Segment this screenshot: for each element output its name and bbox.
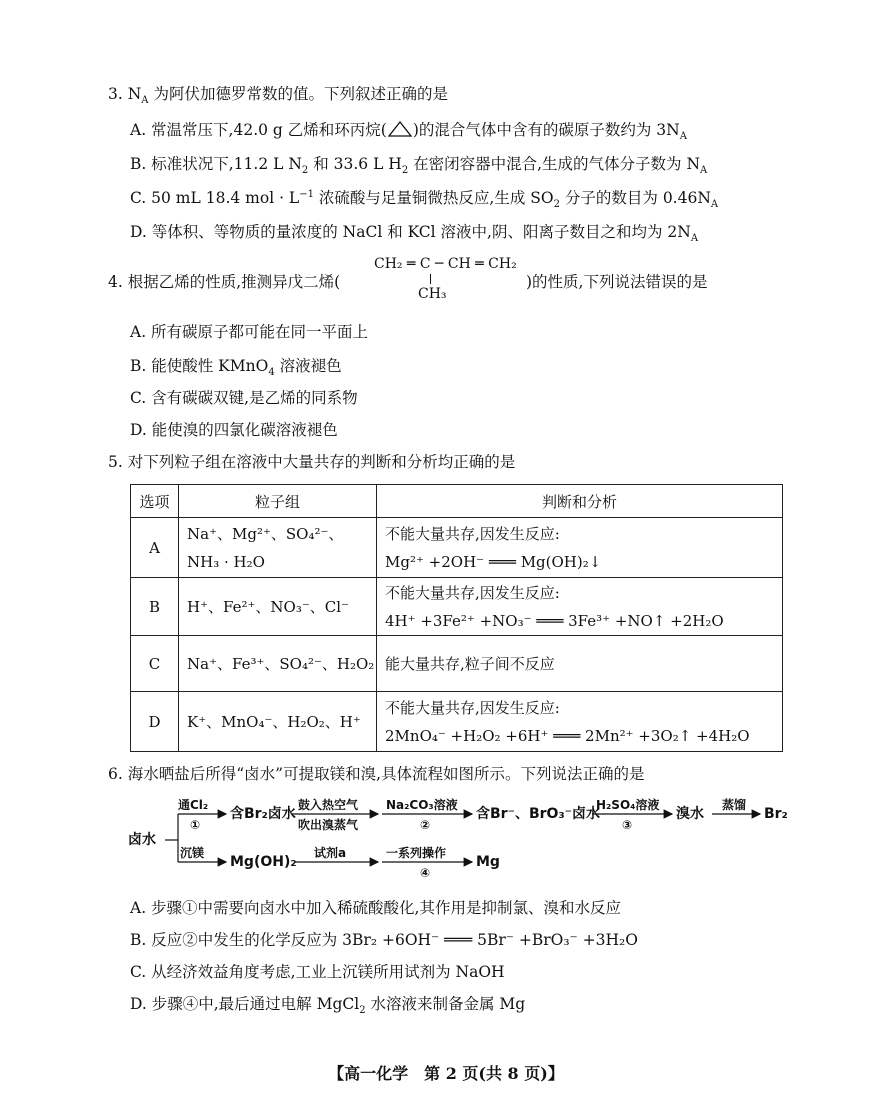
- flow-p3: 溴水: [676, 806, 704, 822]
- row-option: D: [131, 692, 179, 752]
- q4-option-b: B. 能使酸性 KMnO$_4$ 溶液褪色: [130, 357, 342, 379]
- flow-s4-bot: ③: [622, 818, 633, 832]
- q6-option-b: B. 反应②中发生的化学反应为 3Br₂ +6OH⁻ ═══ 5Br⁻ +BrO₃⁻ +3H₂O: [130, 931, 638, 949]
- page-footer: 【高一化学 第 2 页(共 8 页)】: [328, 1064, 564, 1083]
- flow-m3-top: 一系列操作: [386, 846, 447, 860]
- q6-option-d: D. 步骤④中,最后通过电解 MgCl$_2$ 水溶液来制备金属 Mg: [130, 995, 526, 1017]
- q3-stem: 3. $N_A$ 为阿伏加德罗常数的值。下列叙述正确的是: [108, 85, 448, 107]
- flow-m-p1: Mg(OH)₂: [230, 854, 297, 870]
- flow-p4: Br₂: [764, 806, 788, 822]
- row-particles: Na⁺、Fe³⁺、SO₄²⁻、H₂O₂: [179, 636, 377, 692]
- q4-stem-post: )的性质,下列说法错误的是: [526, 273, 708, 291]
- flow-s2-bot: 吹出溴蒸气: [298, 818, 359, 832]
- flow-s1-top: 通Cl₂: [178, 798, 209, 812]
- row-particles: K⁺、MnO₄⁻、H₂O₂、H⁺: [179, 692, 377, 752]
- row-analysis: 能大量共存,粒子间不反应: [377, 636, 783, 692]
- flow-s2-top: 鼓入热空气: [298, 798, 359, 812]
- row-analysis: 不能大量共存,因发生反应: Mg²⁺ +2OH⁻ ═══ Mg(OH)₂↓: [377, 518, 783, 578]
- row-particles: H⁺、Fe²⁺、NO₃⁻、Cl⁻: [179, 578, 377, 636]
- row-option: B: [131, 578, 179, 636]
- row-option: C: [131, 636, 179, 692]
- flow-start: 卤水: [128, 832, 156, 848]
- flow-m-p2: Mg: [476, 854, 500, 870]
- flow-m2-top: 试剂a: [314, 846, 347, 860]
- q4-option-d: D. 能使溴的四氯化碳溶液褪色: [130, 421, 338, 439]
- q6-stem: 6. 海水晒盐后所得“卤水”可提取镁和溴,具体流程如图所示。下列说法正确的是: [108, 765, 645, 783]
- q4-option-a: A. 所有碳原子都可能在同一平面上: [130, 323, 369, 341]
- q3-option-d: D. 等体积、等物质的量浓度的 NaCl 和 KCl 溶液中,阴、阳离子数目之和均为 $2N_A$: [130, 223, 699, 245]
- row-analysis: 不能大量共存,因发生反应: 2MnO₄⁻ +H₂O₂ +6H⁺ ═══ 2Mn²⁺ +3O₂↑ +4H₂O: [377, 692, 783, 752]
- row-option: A: [131, 518, 179, 578]
- isoprene-formula-top: CH₂ ═ C ─ CH ═ CH₂: [374, 256, 517, 272]
- q4-option-c: C. 含有碳碳双键,是乙烯的同系物: [130, 389, 358, 407]
- q6-option-c: C. 从经济效益角度考虑,工业上沉镁所用试剂为 NaOH: [130, 963, 505, 981]
- flow-s1-bot: ①: [190, 818, 201, 832]
- header-analysis: 判断和分析: [377, 485, 783, 518]
- q6-option-a: A. 步骤①中需要向卤水中加入稀硫酸酸化,其作用是抑制氯、溴和水反应: [130, 899, 621, 917]
- row-particles: Na⁺、Mg²⁺、SO₄²⁻、 NH₃ · H₂O: [179, 518, 377, 578]
- flow-s5-top: 蒸馏: [722, 798, 747, 812]
- q3-option-a: A. 常温常压下,42.0 g 乙烯和环丙烷( )的混合气体中含有的碳原子数约为 $3N_A$: [130, 121, 687, 143]
- flow-m1-top: 沉镁: [180, 846, 205, 860]
- q3-option-b: B. 标准状况下,11.2 L $N_2$ 和 33.6 L $H_2$ 在密闭容器中混合,生成的气体分子数为 $N_A$: [130, 155, 708, 177]
- row-analysis: 不能大量共存,因发生反应: 4H⁺ +3Fe²⁺ +NO₃⁻ ═══ 3Fe³⁺ +NO↑ +2H₂O: [377, 578, 783, 636]
- flow-s3-bot: ②: [420, 818, 431, 832]
- flow-s4-top: H₂SO₄溶液: [596, 798, 660, 812]
- header-option: 选项: [131, 485, 179, 518]
- flow-p2: 含Br⁻、BrO₃⁻卤水: [476, 806, 600, 822]
- header-particles: 粒子组: [179, 485, 377, 518]
- flow-m3-bot: ④: [420, 866, 431, 880]
- q3-option-c: C. 50 mL 18.4 mol · $L^{-1}$ 浓硫酸与足量铜微热反应,生成 $SO_2$ 分子的数目为 $0.46N_A$: [130, 188, 719, 211]
- flow-s3-top: Na₂CO₃溶液: [386, 798, 458, 812]
- q4-stem-pre: 4. 根据乙烯的性质,推测异戊二烯(: [108, 273, 341, 291]
- flow-p1: 含Br₂卤水: [230, 806, 296, 822]
- isoprene-formula-bottom: CH₃: [418, 286, 447, 302]
- q5-stem: 5. 对下列粒子组在溶液中大量共存的判断和分析均正确的是: [108, 453, 516, 471]
